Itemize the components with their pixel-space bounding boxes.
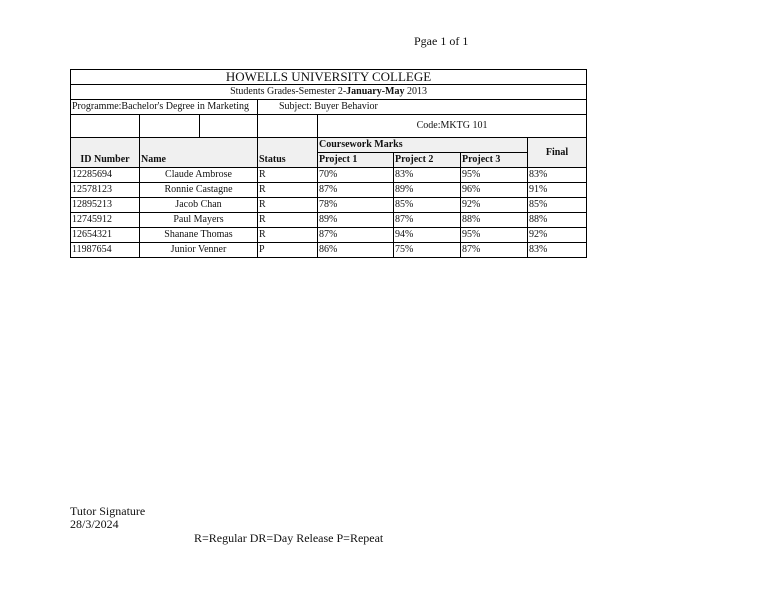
id-number-cell: 12285694 [71, 168, 140, 183]
project-2-cell: 94% [394, 228, 461, 243]
final-header: Final [528, 138, 587, 168]
student-name-cell: Ronnie Castagne [140, 183, 258, 198]
name-header: Name [140, 153, 258, 168]
id-number-cell: 12578123 [71, 183, 140, 198]
project-1-cell: 70% [318, 168, 394, 183]
project-3-cell: 95% [461, 168, 528, 183]
programme-label: Programme:Bachelor's Degree in Marketing [71, 100, 258, 115]
final-grade-cell: 83% [528, 243, 587, 258]
project-2-cell: 89% [394, 183, 461, 198]
project-3-cell: 96% [461, 183, 528, 198]
project-3-cell: 92% [461, 198, 528, 213]
project-1-cell: 89% [318, 213, 394, 228]
grades-table [70, 69, 587, 258]
project-3-cell: 95% [461, 228, 528, 243]
student-name-cell: Jacob Chan [140, 198, 258, 213]
course-code: Code:MKTG 101 [318, 115, 587, 138]
final-grade-cell: 91% [528, 183, 587, 198]
final-grade-cell: 83% [528, 168, 587, 183]
project-2-cell: 85% [394, 198, 461, 213]
status-cell: R [258, 168, 318, 183]
status-cell: R [258, 228, 318, 243]
status-cell: R [258, 213, 318, 228]
semester-subtitle: Students Grades-Semester 2-January-May 2013 [71, 85, 587, 100]
table-row [71, 228, 587, 243]
tutor-signature-label: Tutor Signature [70, 504, 146, 518]
subject-label: Subject: Buyer Behavior [258, 100, 587, 115]
student-name-cell: Junior Venner [140, 243, 258, 258]
table-row [71, 168, 587, 183]
final-grade-cell: 92% [528, 228, 587, 243]
student-name-cell: Paul Mayers [140, 213, 258, 228]
project-2-cell: 75% [394, 243, 461, 258]
student-name-cell: Shanane Thomas [140, 228, 258, 243]
id-number-cell: 11987654 [71, 243, 140, 258]
student-name-cell: Claude Ambrose [140, 168, 258, 183]
college-title: HOWELLS UNIVERSITY COLLEGE [71, 70, 587, 85]
status-cell: R [258, 198, 318, 213]
id-number-header: ID Number [71, 153, 140, 168]
table-row [71, 213, 587, 228]
table-row [71, 198, 587, 213]
table-row [71, 183, 587, 198]
status-cell: R [258, 183, 318, 198]
project-2-header: Project 2 [394, 153, 461, 168]
project-2-cell: 83% [394, 168, 461, 183]
project-1-header: Project 1 [318, 153, 394, 168]
project-1-cell: 87% [318, 228, 394, 243]
status-cell: P [258, 243, 318, 258]
project-2-cell: 87% [394, 213, 461, 228]
final-grade-cell: 88% [528, 213, 587, 228]
coursework-marks-header: Coursework Marks [318, 138, 528, 153]
project-1-cell: 78% [318, 198, 394, 213]
project-3-cell: 88% [461, 213, 528, 228]
id-number-cell: 12895213 [71, 198, 140, 213]
final-grade-cell: 85% [528, 198, 587, 213]
id-number-cell: 12745912 [71, 213, 140, 228]
status-header: Status [258, 153, 318, 168]
page-number: Pgae 1 of 1 [414, 34, 469, 48]
table-row [71, 243, 587, 258]
project-3-cell: 87% [461, 243, 528, 258]
project-1-cell: 87% [318, 183, 394, 198]
project-1-cell: 86% [318, 243, 394, 258]
id-number-cell: 12654321 [71, 228, 140, 243]
status-legend: R=Regular DR=Day Release P=Repeat [194, 531, 384, 545]
project-3-header: Project 3 [461, 153, 528, 168]
signature-date: 28/3/2024 [70, 517, 119, 531]
